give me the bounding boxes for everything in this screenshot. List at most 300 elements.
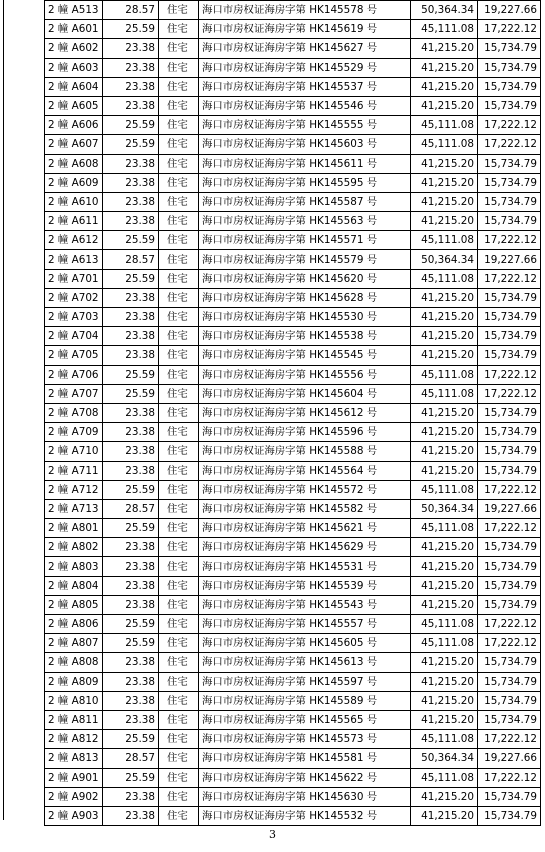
area-cell: 25.59 bbox=[103, 20, 159, 39]
unit-cell: 2 幢 A611 bbox=[45, 212, 103, 231]
left-margin-rule bbox=[3, 0, 4, 820]
area-cell: 23.38 bbox=[103, 327, 159, 346]
unit-cell: 2 幢 A607 bbox=[45, 135, 103, 154]
unit-price-cell: 17,222.12 bbox=[478, 116, 541, 135]
total-price-cell: 41,215.20 bbox=[411, 96, 478, 115]
total-price-cell: 41,215.20 bbox=[411, 595, 478, 614]
unit-price-cell: 15,734.79 bbox=[478, 308, 541, 327]
certificate-cell: 海口市房权证海房字第 HK145572 号 bbox=[199, 480, 411, 499]
total-price-cell: 45,111.08 bbox=[411, 519, 478, 538]
certificate-cell: 海口市房权证海房字第 HK145613 号 bbox=[199, 653, 411, 672]
unit-cell: 2 幢 A805 bbox=[45, 595, 103, 614]
area-cell: 28.57 bbox=[103, 250, 159, 269]
certificate-cell: 海口市房权证海房字第 HK145597 号 bbox=[199, 672, 411, 691]
use-cell: 住宅 bbox=[159, 576, 199, 595]
area-cell: 25.59 bbox=[103, 269, 159, 288]
area-cell: 25.59 bbox=[103, 634, 159, 653]
unit-cell: 2 幢 A711 bbox=[45, 461, 103, 480]
unit-price-cell: 19,227.66 bbox=[478, 250, 541, 269]
unit-cell: 2 幢 A813 bbox=[45, 749, 103, 768]
unit-price-cell: 15,734.79 bbox=[478, 173, 541, 192]
unit-cell: 2 幢 A803 bbox=[45, 557, 103, 576]
use-cell: 住宅 bbox=[159, 116, 199, 135]
use-cell: 住宅 bbox=[159, 231, 199, 250]
unit-cell: 2 幢 A513 bbox=[45, 1, 103, 20]
unit-cell: 2 幢 A608 bbox=[45, 154, 103, 173]
unit-price-cell: 15,734.79 bbox=[478, 58, 541, 77]
certificate-cell: 海口市房权证海房字第 HK145557 号 bbox=[199, 615, 411, 634]
area-cell: 28.57 bbox=[103, 499, 159, 518]
table-row bbox=[45, 749, 541, 768]
unit-cell: 2 幢 A806 bbox=[45, 615, 103, 634]
area-cell: 23.38 bbox=[103, 538, 159, 557]
total-price-cell: 41,215.20 bbox=[411, 442, 478, 461]
table-row bbox=[45, 806, 541, 825]
certificate-cell: 海口市房权证海房字第 HK145622 号 bbox=[199, 768, 411, 787]
unit-price-cell: 17,222.12 bbox=[478, 135, 541, 154]
unit-price-cell: 15,734.79 bbox=[478, 538, 541, 557]
unit-cell: 2 幢 A604 bbox=[45, 77, 103, 96]
total-price-cell: 41,215.20 bbox=[411, 58, 478, 77]
certificate-cell: 海口市房权证海房字第 HK145530 号 bbox=[199, 308, 411, 327]
unit-cell: 2 幢 A609 bbox=[45, 173, 103, 192]
area-cell: 23.38 bbox=[103, 77, 159, 96]
area-cell: 28.57 bbox=[103, 1, 159, 20]
use-cell: 住宅 bbox=[159, 20, 199, 39]
unit-price-cell: 15,734.79 bbox=[478, 288, 541, 307]
table-row bbox=[45, 173, 541, 192]
use-cell: 住宅 bbox=[159, 58, 199, 77]
certificate-cell: 海口市房权证海房字第 HK145538 号 bbox=[199, 327, 411, 346]
certificate-cell: 海口市房权证海房字第 HK145628 号 bbox=[199, 288, 411, 307]
table-row bbox=[45, 653, 541, 672]
unit-cell: 2 幢 A811 bbox=[45, 710, 103, 729]
use-cell: 住宅 bbox=[159, 749, 199, 768]
use-cell: 住宅 bbox=[159, 346, 199, 365]
total-price-cell: 50,364.34 bbox=[411, 250, 478, 269]
table-row bbox=[45, 691, 541, 710]
unit-cell: 2 幢 A613 bbox=[45, 250, 103, 269]
certificate-cell: 海口市房权证海房字第 HK145630 号 bbox=[199, 787, 411, 806]
total-price-cell: 50,364.34 bbox=[411, 749, 478, 768]
use-cell: 住宅 bbox=[159, 212, 199, 231]
table-row bbox=[45, 1, 541, 20]
unit-cell: 2 幢 A801 bbox=[45, 519, 103, 538]
table-row bbox=[45, 231, 541, 250]
use-cell: 住宅 bbox=[159, 96, 199, 115]
certificate-cell: 海口市房权证海房字第 HK145582 号 bbox=[199, 499, 411, 518]
certificate-cell: 海口市房权证海房字第 HK145621 号 bbox=[199, 519, 411, 538]
unit-cell: 2 幢 A807 bbox=[45, 634, 103, 653]
total-price-cell: 45,111.08 bbox=[411, 634, 478, 653]
unit-cell: 2 幢 A808 bbox=[45, 653, 103, 672]
unit-cell: 2 幢 A708 bbox=[45, 403, 103, 422]
unit-price-cell: 17,222.12 bbox=[478, 20, 541, 39]
property-table bbox=[44, 0, 541, 826]
table-row bbox=[45, 154, 541, 173]
table-row bbox=[45, 634, 541, 653]
area-cell: 23.38 bbox=[103, 423, 159, 442]
unit-price-cell: 15,734.79 bbox=[478, 461, 541, 480]
table-row bbox=[45, 365, 541, 384]
use-cell: 住宅 bbox=[159, 327, 199, 346]
table-row bbox=[45, 192, 541, 211]
total-price-cell: 45,111.08 bbox=[411, 480, 478, 499]
unit-cell: 2 幢 A712 bbox=[45, 480, 103, 499]
certificate-cell: 海口市房权证海房字第 HK145619 号 bbox=[199, 20, 411, 39]
use-cell: 住宅 bbox=[159, 461, 199, 480]
total-price-cell: 41,215.20 bbox=[411, 653, 478, 672]
table-row bbox=[45, 730, 541, 749]
certificate-cell: 海口市房权证海房字第 HK145612 号 bbox=[199, 403, 411, 422]
unit-price-cell: 17,222.12 bbox=[478, 480, 541, 499]
area-cell: 23.38 bbox=[103, 595, 159, 614]
area-cell: 23.38 bbox=[103, 346, 159, 365]
use-cell: 住宅 bbox=[159, 499, 199, 518]
area-cell: 23.38 bbox=[103, 787, 159, 806]
unit-cell: 2 幢 A812 bbox=[45, 730, 103, 749]
certificate-cell: 海口市房权证海房字第 HK145545 号 bbox=[199, 346, 411, 365]
unit-price-cell: 17,222.12 bbox=[478, 615, 541, 634]
area-cell: 25.59 bbox=[103, 730, 159, 749]
unit-cell: 2 幢 A703 bbox=[45, 308, 103, 327]
certificate-cell: 海口市房权证海房字第 HK145605 号 bbox=[199, 634, 411, 653]
area-cell: 25.59 bbox=[103, 116, 159, 135]
unit-price-cell: 15,734.79 bbox=[478, 212, 541, 231]
table-row bbox=[45, 39, 541, 58]
unit-price-cell: 15,734.79 bbox=[478, 423, 541, 442]
use-cell: 住宅 bbox=[159, 384, 199, 403]
area-cell: 23.38 bbox=[103, 154, 159, 173]
certificate-cell: 海口市房权证海房字第 HK145529 号 bbox=[199, 58, 411, 77]
unit-price-cell: 17,222.12 bbox=[478, 768, 541, 787]
area-cell: 23.38 bbox=[103, 173, 159, 192]
unit-cell: 2 幢 A603 bbox=[45, 58, 103, 77]
unit-price-cell: 17,222.12 bbox=[478, 269, 541, 288]
use-cell: 住宅 bbox=[159, 768, 199, 787]
use-cell: 住宅 bbox=[159, 173, 199, 192]
table-row bbox=[45, 538, 541, 557]
use-cell: 住宅 bbox=[159, 519, 199, 538]
area-cell: 23.38 bbox=[103, 192, 159, 211]
total-price-cell: 41,215.20 bbox=[411, 423, 478, 442]
unit-cell: 2 幢 A602 bbox=[45, 39, 103, 58]
total-price-cell: 45,111.08 bbox=[411, 730, 478, 749]
unit-price-cell: 19,227.66 bbox=[478, 1, 541, 20]
use-cell: 住宅 bbox=[159, 538, 199, 557]
use-cell: 住宅 bbox=[159, 730, 199, 749]
unit-cell: 2 幢 A606 bbox=[45, 116, 103, 135]
use-cell: 住宅 bbox=[159, 557, 199, 576]
area-cell: 25.59 bbox=[103, 615, 159, 634]
certificate-cell: 海口市房权证海房字第 HK145563 号 bbox=[199, 212, 411, 231]
unit-price-cell: 17,222.12 bbox=[478, 730, 541, 749]
unit-cell: 2 幢 A710 bbox=[45, 442, 103, 461]
total-price-cell: 41,215.20 bbox=[411, 806, 478, 825]
table-row bbox=[45, 499, 541, 518]
table-row bbox=[45, 461, 541, 480]
unit-price-cell: 17,222.12 bbox=[478, 231, 541, 250]
total-price-cell: 41,215.20 bbox=[411, 538, 478, 557]
area-cell: 25.59 bbox=[103, 231, 159, 250]
certificate-cell: 海口市房权证海房字第 HK145611 号 bbox=[199, 154, 411, 173]
area-cell: 23.38 bbox=[103, 58, 159, 77]
table-row bbox=[45, 327, 541, 346]
area-cell: 23.38 bbox=[103, 806, 159, 825]
total-price-cell: 45,111.08 bbox=[411, 116, 478, 135]
total-price-cell: 41,215.20 bbox=[411, 192, 478, 211]
certificate-cell: 海口市房权证海房字第 HK145629 号 bbox=[199, 538, 411, 557]
area-cell: 23.38 bbox=[103, 442, 159, 461]
certificate-cell: 海口市房权证海房字第 HK145565 号 bbox=[199, 710, 411, 729]
use-cell: 住宅 bbox=[159, 269, 199, 288]
unit-price-cell: 15,734.79 bbox=[478, 787, 541, 806]
total-price-cell: 45,111.08 bbox=[411, 20, 478, 39]
area-cell: 23.38 bbox=[103, 403, 159, 422]
use-cell: 住宅 bbox=[159, 192, 199, 211]
table-row bbox=[45, 557, 541, 576]
area-cell: 23.38 bbox=[103, 557, 159, 576]
unit-price-cell: 17,222.12 bbox=[478, 365, 541, 384]
total-price-cell: 41,215.20 bbox=[411, 77, 478, 96]
use-cell: 住宅 bbox=[159, 691, 199, 710]
certificate-cell: 海口市房权证海房字第 HK145555 号 bbox=[199, 116, 411, 135]
total-price-cell: 41,215.20 bbox=[411, 327, 478, 346]
use-cell: 住宅 bbox=[159, 308, 199, 327]
total-price-cell: 41,215.20 bbox=[411, 461, 478, 480]
unit-price-cell: 17,222.12 bbox=[478, 384, 541, 403]
page-number: 3 bbox=[269, 828, 276, 841]
property-table-body bbox=[45, 1, 541, 826]
certificate-cell: 海口市房权证海房字第 HK145578 号 bbox=[199, 1, 411, 20]
total-price-cell: 41,215.20 bbox=[411, 557, 478, 576]
table-row bbox=[45, 308, 541, 327]
unit-cell: 2 幢 A903 bbox=[45, 806, 103, 825]
table-row bbox=[45, 116, 541, 135]
unit-cell: 2 幢 A601 bbox=[45, 20, 103, 39]
area-cell: 23.38 bbox=[103, 710, 159, 729]
unit-price-cell: 15,734.79 bbox=[478, 557, 541, 576]
certificate-cell: 海口市房权证海房字第 HK145564 号 bbox=[199, 461, 411, 480]
use-cell: 住宅 bbox=[159, 595, 199, 614]
unit-price-cell: 15,734.79 bbox=[478, 710, 541, 729]
use-cell: 住宅 bbox=[159, 77, 199, 96]
use-cell: 住宅 bbox=[159, 672, 199, 691]
unit-price-cell: 15,734.79 bbox=[478, 96, 541, 115]
table-row bbox=[45, 615, 541, 634]
area-cell: 28.57 bbox=[103, 749, 159, 768]
unit-price-cell: 15,734.79 bbox=[478, 595, 541, 614]
table-row bbox=[45, 77, 541, 96]
unit-price-cell: 15,734.79 bbox=[478, 442, 541, 461]
certificate-cell: 海口市房权证海房字第 HK145532 号 bbox=[199, 806, 411, 825]
total-price-cell: 41,215.20 bbox=[411, 346, 478, 365]
certificate-cell: 海口市房权证海房字第 HK145573 号 bbox=[199, 730, 411, 749]
area-cell: 25.59 bbox=[103, 519, 159, 538]
use-cell: 住宅 bbox=[159, 154, 199, 173]
total-price-cell: 41,215.20 bbox=[411, 308, 478, 327]
total-price-cell: 50,364.34 bbox=[411, 499, 478, 518]
area-cell: 23.38 bbox=[103, 39, 159, 58]
unit-price-cell: 15,734.79 bbox=[478, 691, 541, 710]
unit-price-cell: 15,734.79 bbox=[478, 327, 541, 346]
table-row bbox=[45, 768, 541, 787]
total-price-cell: 41,215.20 bbox=[411, 39, 478, 58]
unit-cell: 2 幢 A704 bbox=[45, 327, 103, 346]
area-cell: 23.38 bbox=[103, 308, 159, 327]
certificate-cell: 海口市房权证海房字第 HK145571 号 bbox=[199, 231, 411, 250]
use-cell: 住宅 bbox=[159, 423, 199, 442]
table-row bbox=[45, 250, 541, 269]
unit-price-cell: 19,227.66 bbox=[478, 499, 541, 518]
total-price-cell: 45,111.08 bbox=[411, 768, 478, 787]
total-price-cell: 45,111.08 bbox=[411, 615, 478, 634]
area-cell: 23.38 bbox=[103, 653, 159, 672]
area-cell: 23.38 bbox=[103, 691, 159, 710]
use-cell: 住宅 bbox=[159, 710, 199, 729]
area-cell: 23.38 bbox=[103, 96, 159, 115]
area-cell: 23.38 bbox=[103, 288, 159, 307]
table-row bbox=[45, 269, 541, 288]
certificate-cell: 海口市房权证海房字第 HK145595 号 bbox=[199, 173, 411, 192]
unit-price-cell: 15,734.79 bbox=[478, 576, 541, 595]
total-price-cell: 41,215.20 bbox=[411, 672, 478, 691]
area-cell: 23.38 bbox=[103, 461, 159, 480]
unit-price-cell: 17,222.12 bbox=[478, 634, 541, 653]
area-cell: 23.38 bbox=[103, 672, 159, 691]
use-cell: 住宅 bbox=[159, 403, 199, 422]
unit-cell: 2 幢 A705 bbox=[45, 346, 103, 365]
table-row bbox=[45, 20, 541, 39]
unit-cell: 2 幢 A706 bbox=[45, 365, 103, 384]
unit-cell: 2 幢 A707 bbox=[45, 384, 103, 403]
unit-cell: 2 幢 A802 bbox=[45, 538, 103, 557]
total-price-cell: 41,215.20 bbox=[411, 212, 478, 231]
use-cell: 住宅 bbox=[159, 653, 199, 672]
table-row bbox=[45, 442, 541, 461]
table-row bbox=[45, 403, 541, 422]
certificate-cell: 海口市房权证海房字第 HK145546 号 bbox=[199, 96, 411, 115]
use-cell: 住宅 bbox=[159, 1, 199, 20]
unit-cell: 2 幢 A702 bbox=[45, 288, 103, 307]
unit-price-cell: 15,734.79 bbox=[478, 192, 541, 211]
use-cell: 住宅 bbox=[159, 288, 199, 307]
table-row bbox=[45, 135, 541, 154]
use-cell: 住宅 bbox=[159, 480, 199, 499]
area-cell: 25.59 bbox=[103, 768, 159, 787]
table-row bbox=[45, 519, 541, 538]
table-row bbox=[45, 58, 541, 77]
table-row bbox=[45, 710, 541, 729]
total-price-cell: 41,215.20 bbox=[411, 787, 478, 806]
total-price-cell: 45,111.08 bbox=[411, 365, 478, 384]
unit-cell: 2 幢 A605 bbox=[45, 96, 103, 115]
unit-cell: 2 幢 A804 bbox=[45, 576, 103, 595]
use-cell: 住宅 bbox=[159, 250, 199, 269]
use-cell: 住宅 bbox=[159, 39, 199, 58]
table-row bbox=[45, 346, 541, 365]
certificate-cell: 海口市房权证海房字第 HK145604 号 bbox=[199, 384, 411, 403]
unit-price-cell: 15,734.79 bbox=[478, 154, 541, 173]
table-row bbox=[45, 787, 541, 806]
total-price-cell: 45,111.08 bbox=[411, 384, 478, 403]
total-price-cell: 45,111.08 bbox=[411, 231, 478, 250]
table-row bbox=[45, 288, 541, 307]
table-row bbox=[45, 576, 541, 595]
certificate-cell: 海口市房权证海房字第 HK145589 号 bbox=[199, 691, 411, 710]
total-price-cell: 41,215.20 bbox=[411, 288, 478, 307]
total-price-cell: 41,215.20 bbox=[411, 173, 478, 192]
certificate-cell: 海口市房权证海房字第 HK145539 号 bbox=[199, 576, 411, 595]
table-row bbox=[45, 480, 541, 499]
table-row bbox=[45, 595, 541, 614]
use-cell: 住宅 bbox=[159, 615, 199, 634]
unit-cell: 2 幢 A612 bbox=[45, 231, 103, 250]
use-cell: 住宅 bbox=[159, 365, 199, 384]
unit-cell: 2 幢 A709 bbox=[45, 423, 103, 442]
unit-price-cell: 15,734.79 bbox=[478, 672, 541, 691]
use-cell: 住宅 bbox=[159, 634, 199, 653]
certificate-cell: 海口市房权证海房字第 HK145587 号 bbox=[199, 192, 411, 211]
certificate-cell: 海口市房权证海房字第 HK145543 号 bbox=[199, 595, 411, 614]
total-price-cell: 41,215.20 bbox=[411, 576, 478, 595]
certificate-cell: 海口市房权证海房字第 HK145556 号 bbox=[199, 365, 411, 384]
unit-cell: 2 幢 A901 bbox=[45, 768, 103, 787]
unit-cell: 2 幢 A902 bbox=[45, 787, 103, 806]
unit-cell: 2 幢 A701 bbox=[45, 269, 103, 288]
certificate-cell: 海口市房权证海房字第 HK145579 号 bbox=[199, 250, 411, 269]
total-price-cell: 41,215.20 bbox=[411, 154, 478, 173]
total-price-cell: 45,111.08 bbox=[411, 135, 478, 154]
unit-cell: 2 幢 A809 bbox=[45, 672, 103, 691]
certificate-cell: 海口市房权证海房字第 HK145581 号 bbox=[199, 749, 411, 768]
area-cell: 23.38 bbox=[103, 212, 159, 231]
unit-cell: 2 幢 A610 bbox=[45, 192, 103, 211]
unit-cell: 2 幢 A810 bbox=[45, 691, 103, 710]
table-row bbox=[45, 96, 541, 115]
table-row bbox=[45, 212, 541, 231]
area-cell: 25.59 bbox=[103, 384, 159, 403]
area-cell: 25.59 bbox=[103, 135, 159, 154]
total-price-cell: 41,215.20 bbox=[411, 403, 478, 422]
certificate-cell: 海口市房权证海房字第 HK145603 号 bbox=[199, 135, 411, 154]
certificate-cell: 海口市房权证海房字第 HK145627 号 bbox=[199, 39, 411, 58]
use-cell: 住宅 bbox=[159, 787, 199, 806]
unit-price-cell: 15,734.79 bbox=[478, 346, 541, 365]
use-cell: 住宅 bbox=[159, 135, 199, 154]
total-price-cell: 50,364.34 bbox=[411, 1, 478, 20]
certificate-cell: 海口市房权证海房字第 HK145596 号 bbox=[199, 423, 411, 442]
total-price-cell: 41,215.20 bbox=[411, 710, 478, 729]
table-row bbox=[45, 672, 541, 691]
area-cell: 23.38 bbox=[103, 576, 159, 595]
area-cell: 25.59 bbox=[103, 365, 159, 384]
area-cell: 25.59 bbox=[103, 480, 159, 499]
total-price-cell: 45,111.08 bbox=[411, 269, 478, 288]
certificate-cell: 海口市房权证海房字第 HK145531 号 bbox=[199, 557, 411, 576]
unit-price-cell: 17,222.12 bbox=[478, 519, 541, 538]
unit-price-cell: 15,734.79 bbox=[478, 806, 541, 825]
use-cell: 住宅 bbox=[159, 442, 199, 461]
unit-price-cell: 19,227.66 bbox=[478, 749, 541, 768]
table-row bbox=[45, 423, 541, 442]
unit-price-cell: 15,734.79 bbox=[478, 39, 541, 58]
unit-cell: 2 幢 A713 bbox=[45, 499, 103, 518]
table-row bbox=[45, 384, 541, 403]
certificate-cell: 海口市房权证海房字第 HK145620 号 bbox=[199, 269, 411, 288]
unit-price-cell: 15,734.79 bbox=[478, 653, 541, 672]
unit-price-cell: 15,734.79 bbox=[478, 77, 541, 96]
